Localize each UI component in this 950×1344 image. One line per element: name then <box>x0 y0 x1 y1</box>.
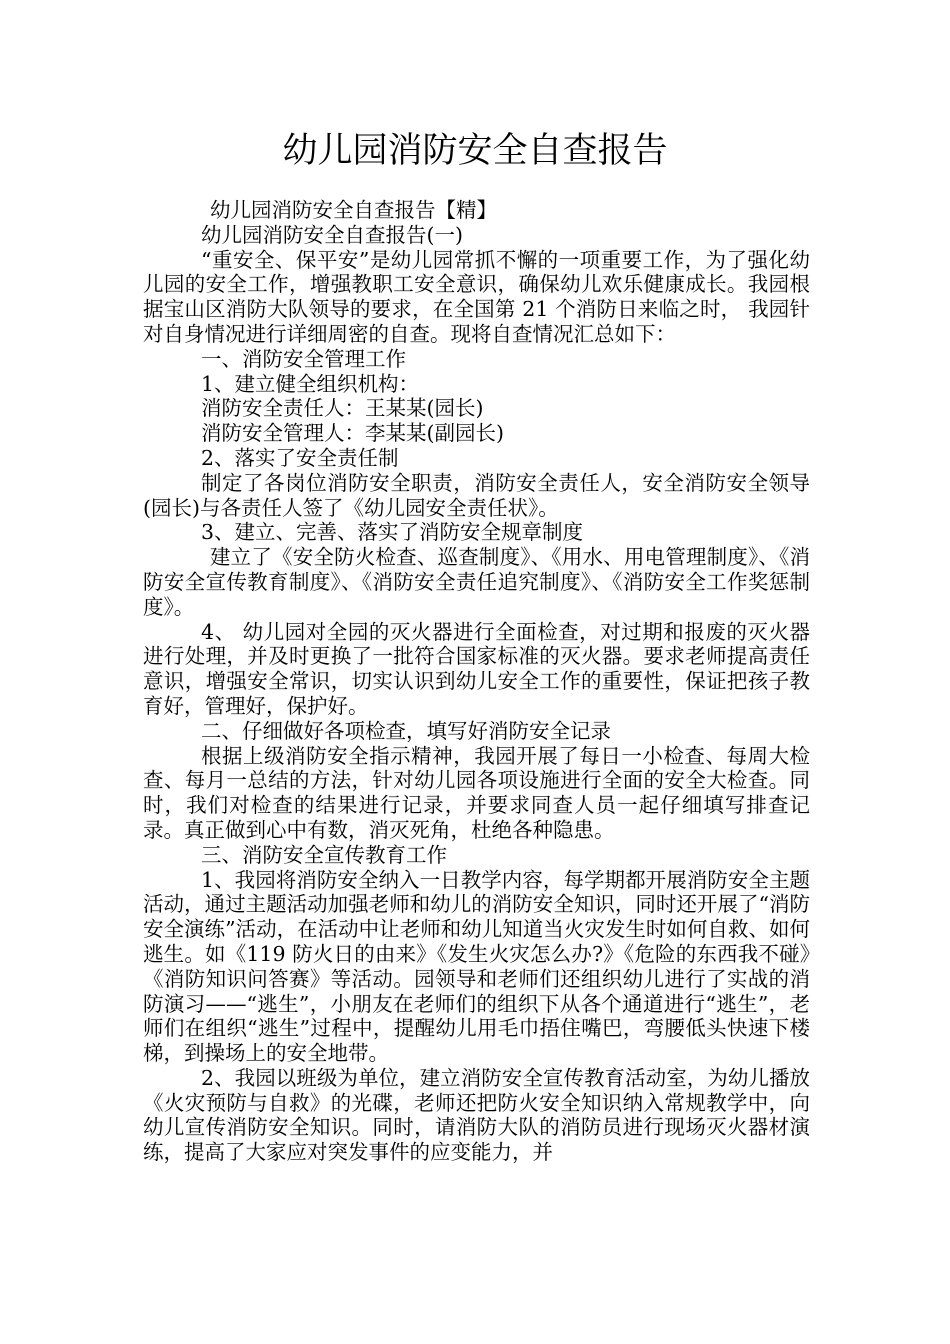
section-heading: 三、消防安全宣传教育工作 <box>201 842 447 867</box>
body-paragraph: 根据上级消防安全指示精神，我园开展了每日一小检查、每周大检查、每月一总结的方法，针对幼儿园各项设施进行全面的安全大检查。同时，我们对检查的结果进行记录，并要求同查人员一起仔细填写排查记录。真正做到心中有数，消灭死角，杜绝各种隐患。 <box>143 743 810 842</box>
section-heading: 二、仔细做好各项检查，填写好消防安全记录 <box>201 718 611 743</box>
subsection-heading: 2、落实了安全责任制 <box>201 445 399 470</box>
body-paragraph: 制定了各岗位消防安全职责，消防安全责任人，安全消防安全领导(园长)与各责任人签了《幼儿园安全责任状》。 <box>143 470 810 520</box>
subsection-heading: 1、建立健全组织机构： <box>201 371 420 396</box>
intro-paragraph: “重安全、保平安”是幼儿园常抓不懈的一项重要工作，为了强化幼儿园的安全工作，增强教职工安全意识，确保幼儿欢乐健康成长。我园根据宝山区消防大队领导的要求，在全国第 21 个消防日来临之时， 我园针对自身情况进行详细周密的自查。现将自查情况汇总如下： <box>143 247 810 346</box>
section-heading: 一、消防安全管理工作 <box>201 346 406 371</box>
body-paragraph: 2、我园以班级为单位，建立消防安全宣传教育活动室，为幼儿播放《火灾预防与自救》的光碟，老师还把防火安全知识纳入常规教学中，向幼儿宣传消防安全知识。同时，请消防大队的消防员进行现场灭火器材演练，提高了大家应对突发事件的应变能力，并 <box>143 1065 810 1165</box>
body-paragraph: 消防安全责任人：王某某(园长) <box>201 396 484 421</box>
body-paragraph: 建立了《安全防火检查、巡查制度》、《用水、用电管理制度》、《消防安全宣传教育制度》、《消防安全责任追究制度》、《消防安全工作奖惩制度》。 <box>143 545 810 619</box>
document-title: 幼儿园消防安全自查报告 <box>282 131 668 171</box>
body-paragraph: 1、我园将消防安全纳入一日教学内容，每学期都开展消防安全主题活动，通过主题活动加强老师和幼儿的消防安全知识，同时还开展了“消防安全演练”活动，在活动中让老师和幼儿知道当火灾发生时如何自救、如何逃生。如《119 防火日的由来》《发生火灾怎么办?》《危险的东西我不碰》《消防知识问答赛》等活动。园领导和老师们还组织幼儿进行了实战的消防演习——“逃生”，小朋友在老师们的组织下从各个通道进行“逃生”，老师们在组织“逃生”过程中，提醒幼儿用毛巾捂住嘴巴，弯腰低头快速下楼梯，到操场上的安全地带。 <box>143 867 810 1066</box>
document-body <box>143 198 810 1165</box>
subtitle-paragraph: 幼儿园消防安全自查报告【精】 <box>210 198 497 222</box>
body-paragraph: 消防安全管理人：李某某(副园长) <box>201 421 504 446</box>
subsection-heading: 3、建立、完善、落实了消防安全规章制度 <box>201 520 584 545</box>
body-paragraph: 4、 幼儿园对全园的灭火器进行全面检查，对过期和报废的灭火器进行处理，并及时更换了一批符合国家标准的灭火器。要求老师提高责任意识，增强安全常识，切实认识到幼儿安全工作的重要性，保证把孩子教育好，管理好，保护好。 <box>143 619 810 718</box>
section-heading: 幼儿园消防安全自查报告(一) <box>201 222 463 247</box>
